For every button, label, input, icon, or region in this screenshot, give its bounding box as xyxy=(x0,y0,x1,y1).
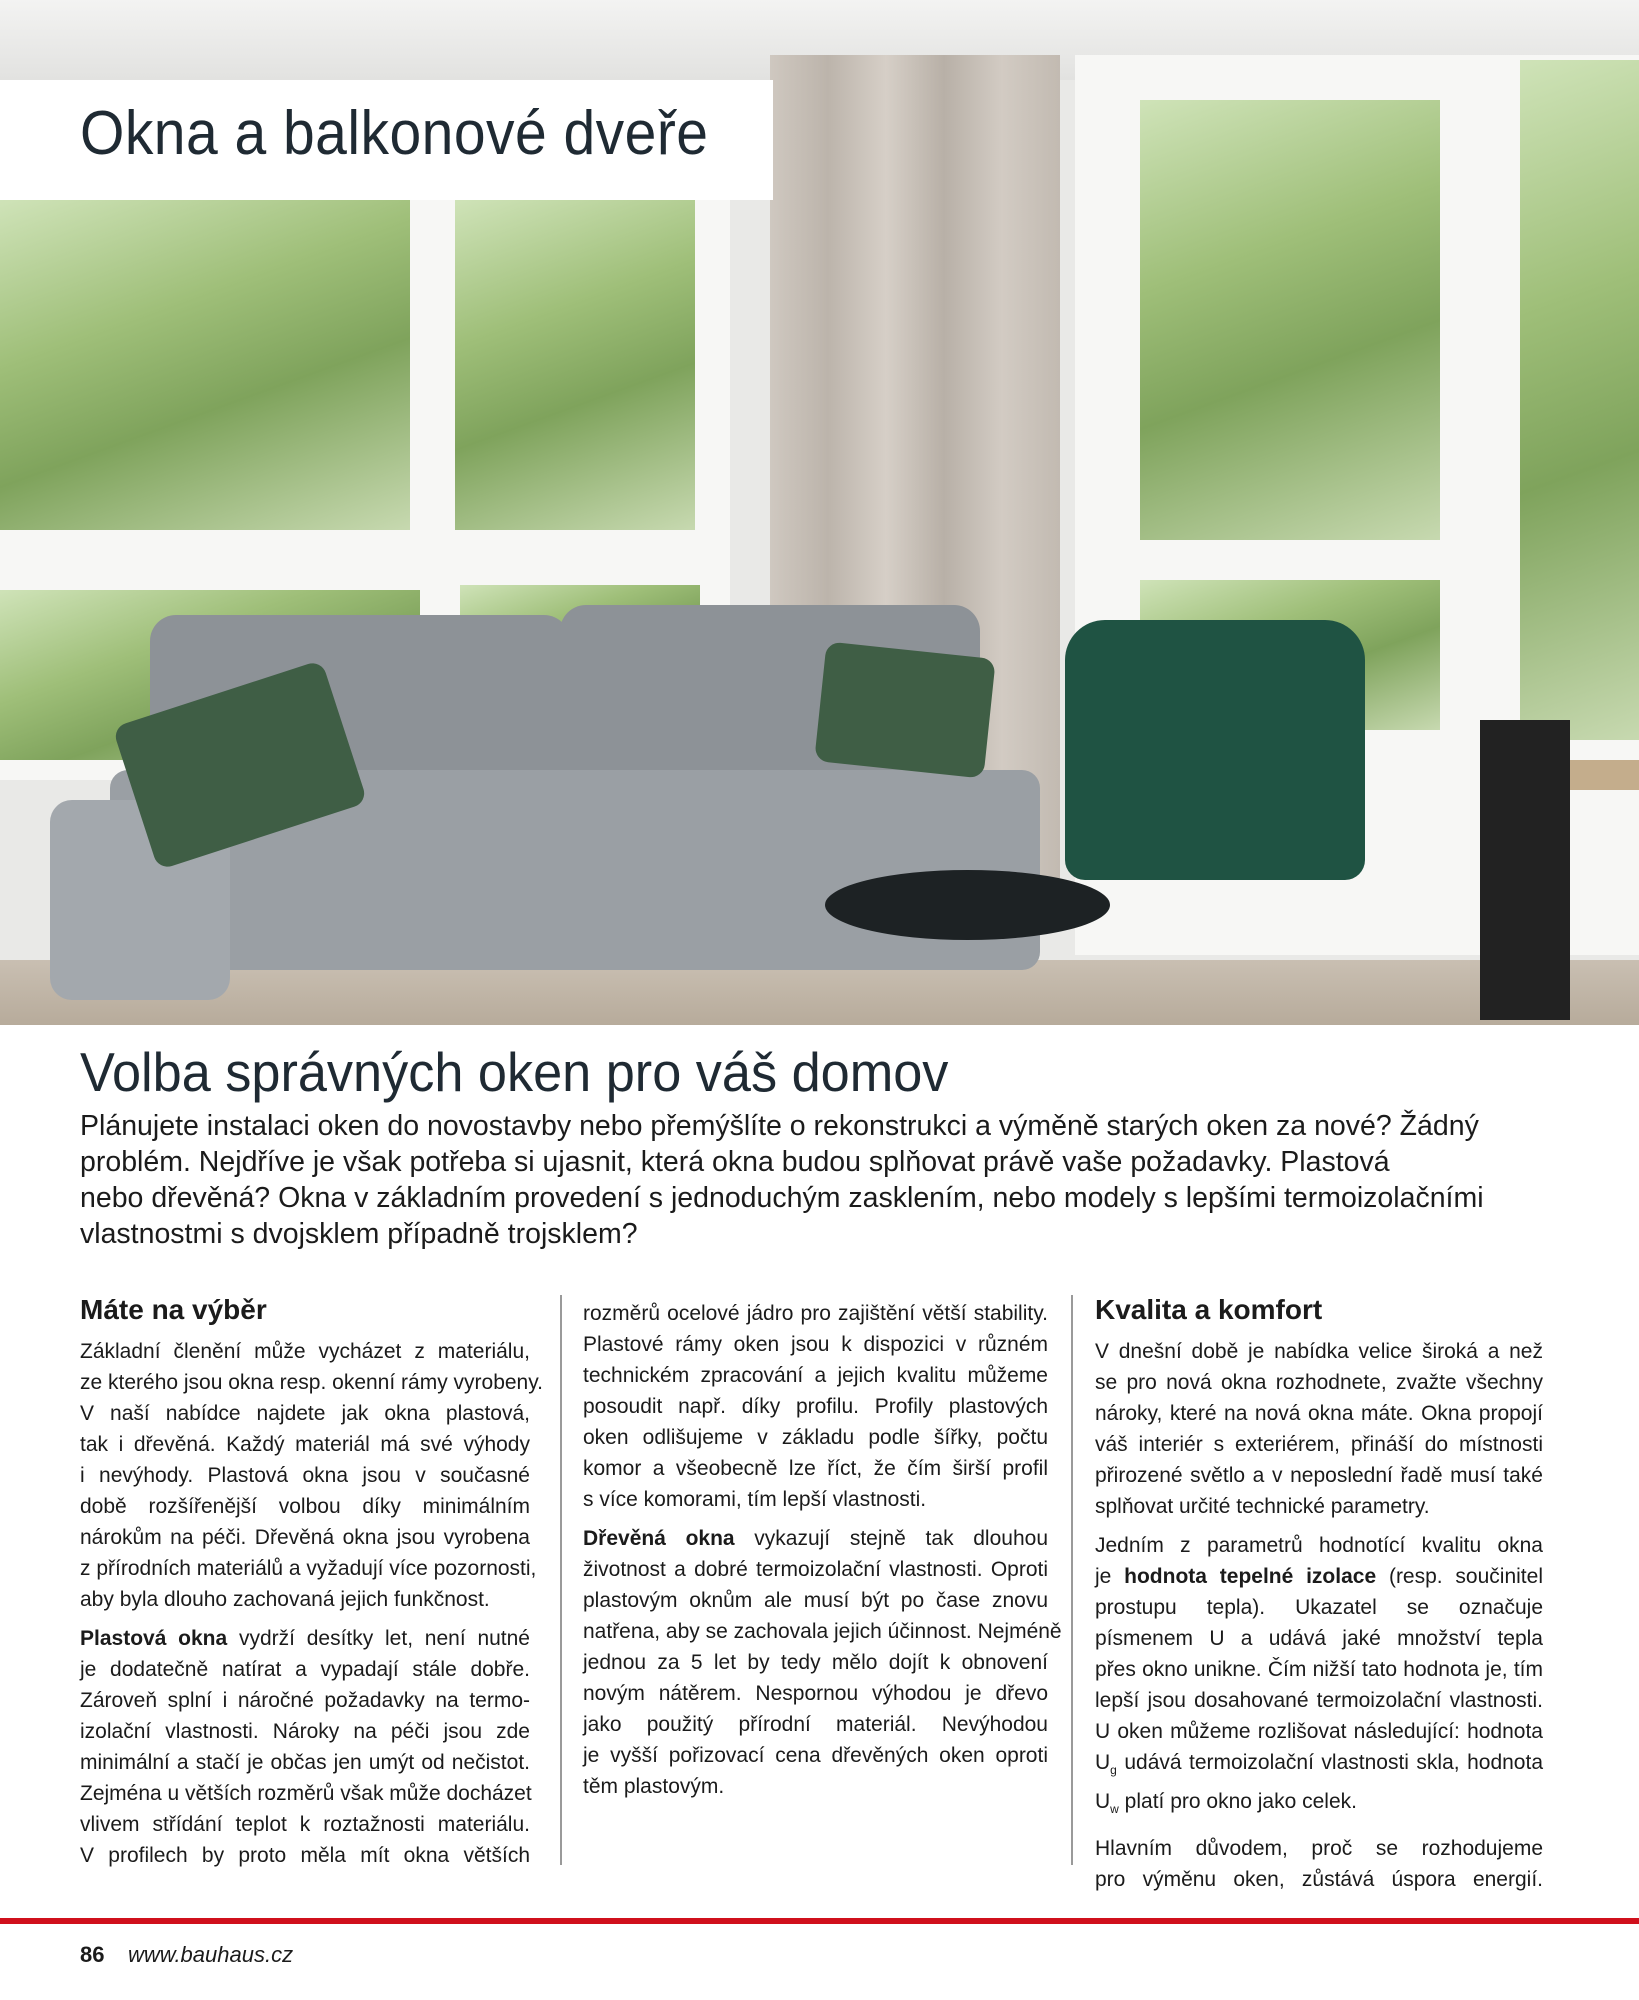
text-run: (resp. součinitel xyxy=(1376,1565,1543,1588)
text-line xyxy=(583,1678,1048,1709)
text-run: pro výměnu oken, zůstává úspora energií. xyxy=(1095,1868,1543,1892)
paragraph xyxy=(80,1336,544,1615)
text-line xyxy=(583,1647,1048,1678)
text-line xyxy=(1095,1786,1543,1825)
text-run: posoudit např. díky profilu. Profily plastových xyxy=(583,1395,1048,1418)
paragraph xyxy=(1095,1336,1543,1522)
text-line xyxy=(583,1484,1048,1515)
text-run: době rozšířenější volbou díky minimálním xyxy=(80,1495,530,1518)
text-line xyxy=(1095,1654,1543,1685)
text-line xyxy=(1095,1530,1543,1561)
text-line xyxy=(80,1654,530,1685)
text-line xyxy=(80,1716,530,1747)
text-line xyxy=(80,1398,530,1429)
footer-url-link[interactable]: www.bauhaus.cz xyxy=(128,1942,294,1967)
text-run: Zároveň splní i náročné požadavky na termo- xyxy=(80,1689,530,1712)
text-line xyxy=(583,1453,1048,1484)
text-run: V profilech by proto měla mít okna větších xyxy=(80,1844,530,1867)
intro-line: vlastnostmi s dvojsklem případně trojsklem? xyxy=(80,1218,638,1250)
text-run: V dnešní době je nabídka velice široká a než xyxy=(1095,1340,1543,1363)
paragraph xyxy=(583,1523,1062,1802)
pillow-green xyxy=(814,641,996,778)
text-line xyxy=(583,1329,1048,1360)
text-line xyxy=(1095,1864,1543,1895)
text-run: V naší nabídce najdete jak okna plastová, xyxy=(80,1402,530,1425)
window-pane xyxy=(1520,60,1639,740)
text-run: vlivem střídání teplot k roztažnosti materiálu. xyxy=(80,1813,530,1836)
column-mate-na-vyber xyxy=(80,1292,544,1879)
text-line xyxy=(80,1747,530,1778)
subscript: g xyxy=(1110,1763,1117,1778)
title-box xyxy=(0,80,773,200)
text-run: tak i dřevěná. Každý materiál má své výhody xyxy=(80,1433,530,1456)
text-run: Hlavním důvodem, proč se rozhodujeme xyxy=(1095,1837,1543,1861)
text-run: technickém zpracování a jejich kvalitu můžeme xyxy=(583,1364,1048,1387)
paragraph xyxy=(583,1298,1048,1515)
text-line xyxy=(1095,1833,1543,1864)
text-run: Plastové rámy oken jsou k dispozici v různém xyxy=(583,1333,1048,1356)
text-line xyxy=(583,1709,1048,1740)
text-run: novým nátěrem. Nespornou výhodou je dřevo xyxy=(583,1682,1048,1705)
text-run: udává termoizolační vlastnosti skla, hodnota xyxy=(1116,1751,1543,1774)
column-divider xyxy=(1071,1295,1073,1865)
bold-term: hodnota tepelné izolace xyxy=(1124,1565,1377,1588)
text-run: aby byla dlouho zachovaná jejich funkčnost. xyxy=(80,1588,490,1611)
intro-line: nebo dřevěná? Okna v základním provedení s jednoduchým zasklením, nebo modely s lepšími termoizolačními xyxy=(80,1182,1484,1214)
text-line xyxy=(1095,1623,1543,1654)
armchair-green xyxy=(1065,620,1365,880)
text-line xyxy=(1095,1336,1543,1367)
text-run: nároky, které na nová okna máte. Okna propojí xyxy=(1095,1402,1543,1425)
text-run: komor a všeobecně lze říct, že čím širší profil xyxy=(583,1457,1048,1480)
text-line xyxy=(1095,1747,1543,1786)
text-line xyxy=(80,1336,530,1367)
column-heading: Máte na výběr xyxy=(80,1294,267,1325)
bold-term: Plastová okna xyxy=(80,1627,228,1650)
text-run: je xyxy=(1095,1565,1125,1588)
text-run: splňovat určité technické parametry. xyxy=(1095,1495,1430,1518)
window-pane xyxy=(1140,100,1440,540)
text-line xyxy=(583,1298,1048,1329)
text-run: izolační vlastnosti. Nároky na péči jsou zde xyxy=(80,1720,530,1743)
text-line xyxy=(80,1584,530,1615)
text-run: ze kterého jsou okna resp. okenní rámy vyrobeny. xyxy=(80,1371,544,1394)
paragraph xyxy=(80,1623,530,1871)
column-kvalita-a-komfort xyxy=(1095,1292,1543,1903)
text-run: se pro nová okna rozhodnete, zvažte všechny xyxy=(1095,1371,1543,1394)
text-run: prostupu tepla). Ukazatel se označuje xyxy=(1095,1596,1543,1619)
text-line xyxy=(80,1460,530,1491)
text-line xyxy=(80,1685,530,1716)
text-line xyxy=(80,1778,530,1809)
text-line xyxy=(583,1422,1048,1453)
column-materials-continued xyxy=(583,1298,1062,1810)
text-line xyxy=(583,1523,1048,1554)
intro-text xyxy=(80,1108,1540,1252)
text-line xyxy=(80,1491,530,1522)
text-line xyxy=(80,1429,530,1460)
text-run: U xyxy=(1095,1751,1111,1774)
text-line xyxy=(583,1771,1048,1802)
text-line xyxy=(583,1585,1048,1616)
text-run: z přírodních materiálů a vyžadují více pozornosti, xyxy=(80,1557,537,1580)
text-line xyxy=(1095,1685,1543,1716)
text-run: nárokům na péči. Dřevěná okna jsou vyrobena xyxy=(80,1526,530,1549)
text-run: Zejména u větších rozměrů však může docházet xyxy=(80,1782,532,1805)
page-number: 86 xyxy=(80,1942,105,1967)
text-line xyxy=(80,1623,530,1654)
text-line xyxy=(583,1391,1048,1422)
text-run: minimální a stačí je občas jen umýt od nečistot. xyxy=(80,1751,530,1774)
text-run: rozměrů ocelové jádro pro zajištění větší stability. xyxy=(583,1302,1048,1325)
text-run: U oken můžeme rozlišovat následující: hodnota xyxy=(1095,1720,1543,1743)
text-line xyxy=(1095,1429,1543,1460)
text-line xyxy=(1095,1460,1543,1491)
text-line xyxy=(1095,1367,1543,1398)
text-line xyxy=(1095,1491,1543,1522)
text-run: vydrží desítky let, není nutné xyxy=(227,1627,530,1650)
text-run: natřena, aby se zachovala jejich účinnost. Nejméně xyxy=(583,1620,1062,1643)
column-divider xyxy=(560,1295,562,1865)
text-run: jednou za 5 let by tedy mělo dojít k obnovení xyxy=(583,1651,1048,1674)
paragraph xyxy=(1095,1530,1543,1825)
paragraph xyxy=(1095,1833,1543,1895)
window-pane xyxy=(0,200,410,530)
subscript: w xyxy=(1110,1802,1119,1817)
text-line xyxy=(1095,1592,1543,1623)
coffee-table xyxy=(825,870,1110,940)
window-pane xyxy=(455,200,695,530)
text-run: s více komorami, tím lepší vlastnosti. xyxy=(583,1488,927,1511)
text-line xyxy=(583,1360,1048,1391)
text-line xyxy=(583,1740,1048,1771)
text-run: oken odlišujeme v základu podle šířky, počtu xyxy=(583,1426,1048,1449)
text-line xyxy=(583,1554,1048,1585)
text-run: U xyxy=(1095,1790,1111,1814)
text-run: Základní členění může vycházet z materiálu, xyxy=(80,1340,530,1363)
intro-line: problém. Nejdříve je však potřeba si ujasnit, která okna budou splňovat právě vaše požadavky. Plastová xyxy=(80,1146,1390,1178)
text-run: přes okno unikne. Čím nižší tato hodnota je, tím xyxy=(1095,1658,1543,1681)
text-run: Jedním z parametrů hodnotící kvalitu okna xyxy=(1095,1534,1543,1557)
text-line xyxy=(1095,1561,1543,1592)
text-line xyxy=(1095,1716,1543,1747)
dining-chair xyxy=(1480,720,1570,1020)
text-run: platí pro okno jako celek. xyxy=(1118,1790,1357,1814)
text-run: je dodatečně natírat a vypadají stále dobře. xyxy=(80,1658,530,1681)
text-run: přirozené světlo a v neposlední řadě musí také xyxy=(1095,1464,1543,1487)
text-run: písmenem U a udává jaké množství tepla xyxy=(1095,1627,1543,1650)
text-line xyxy=(80,1522,530,1553)
text-run: jako použitý přírodní materiál. Nevýhodou xyxy=(583,1713,1048,1736)
intro-line: Plánujete instalaci oken do novostavby nebo přemýšlíte o rekonstrukci a výměně starých oken za nové? Žádný xyxy=(80,1110,1479,1142)
column-heading: Kvalita a komfort xyxy=(1095,1294,1323,1325)
text-line xyxy=(1095,1398,1543,1429)
text-run: těm plastovým. xyxy=(583,1775,725,1798)
text-line xyxy=(80,1840,530,1871)
text-run: vykazují stejně tak dlouhou xyxy=(734,1527,1048,1550)
text-line xyxy=(80,1367,544,1398)
text-run: životnost a dobré termoizolační vlastnosti. Oproti xyxy=(583,1558,1048,1581)
section-headline: Volba správných oken pro váš domov xyxy=(80,1041,949,1103)
text-line xyxy=(583,1616,1062,1647)
text-line xyxy=(80,1809,530,1840)
text-line xyxy=(80,1553,537,1584)
page-title: Okna a balkonové dveře xyxy=(80,99,709,168)
text-run: lepší jsou dosahované termoizolační vlastnosti. xyxy=(1095,1689,1543,1712)
bold-term: Dřevěná okna xyxy=(583,1527,735,1550)
text-run: plastovým oknům ale musí být po čase znovu xyxy=(583,1589,1048,1612)
footer-accent-line xyxy=(0,1918,1639,1924)
text-run: je vyšší pořizovací cena dřevěných oken oproti xyxy=(583,1744,1048,1767)
text-run: i nevýhody. Plastová okna jsou v současné xyxy=(80,1464,530,1487)
text-run: váš interiér s exteriérem, přináší do místnosti xyxy=(1095,1433,1543,1456)
